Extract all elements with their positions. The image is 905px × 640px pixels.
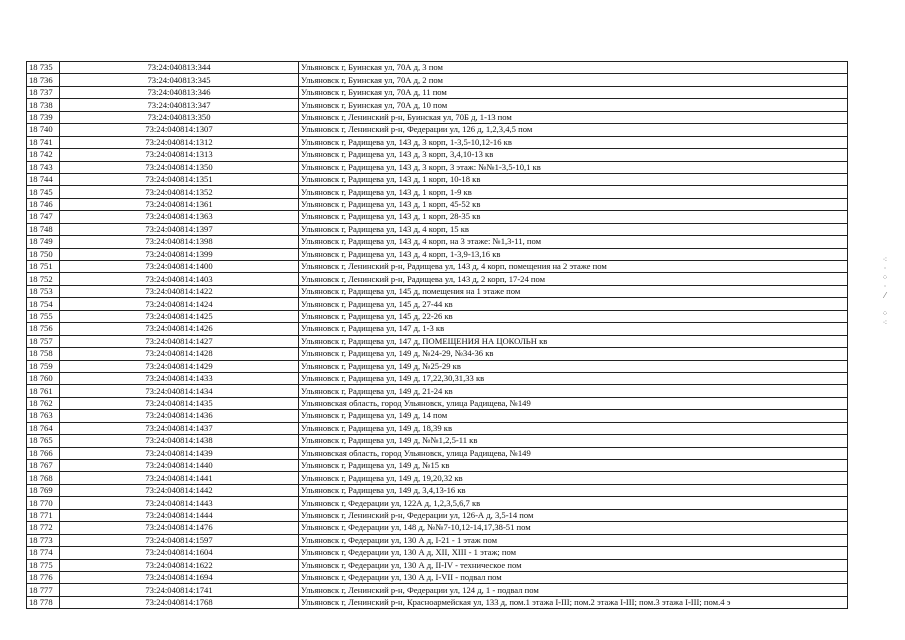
cadastral-number: 73:24:040814:1741 [60,584,299,596]
address: Ульяновск г, Радищева ул, 149 д, 21-24 кв [299,385,848,397]
table-row [27,298,848,310]
cadastral-number: 73:24:040814:1424 [60,298,299,310]
row-number: 18 759 [27,360,60,372]
table-row [27,385,848,397]
row-number: 18 760 [27,372,60,384]
cadastral-number: 73:24:040814:1435 [60,397,299,409]
cadastral-number: 73:24:040814:1434 [60,385,299,397]
table-row [27,584,848,596]
row-number: 18 744 [27,173,60,185]
row-number: 18 770 [27,497,60,509]
address: Ульяновск г, Радищева ул, 149 д, №25-29 кв [299,360,848,372]
cadastral-number: 73:24:040814:1397 [60,223,299,235]
table-row [27,261,848,273]
address: Ульяновск г, Ленинский р-н, Федерации ул, 126-А д, 3,5-14 пом [299,509,848,521]
table-row [27,323,848,335]
cadastral-number: 73:24:040814:1438 [60,435,299,447]
address: Ульяновск г, Радищева ул, 143 д, 1 корп, 10-18 кв [299,173,848,185]
row-number: 18 755 [27,310,60,322]
address: Ульяновск г, Радищева ул, 149 д, 14 пом [299,410,848,422]
table-row [27,435,848,447]
table-row [27,136,848,148]
address: Ульяновская область, город Ульяновск, улица Радищева, №149 [299,447,848,459]
row-number: 18 749 [27,236,60,248]
cadastral-number: 73:24:040814:1694 [60,571,299,583]
row-number: 18 765 [27,435,60,447]
table-row [27,62,848,74]
cadastral-number: 73:24:040813:347 [60,99,299,111]
cadastral-number: 73:24:040814:1350 [60,161,299,173]
row-number: 18 768 [27,472,60,484]
cadastral-number: 73:24:040814:1363 [60,211,299,223]
cadastral-number: 73:24:040814:1476 [60,522,299,534]
row-number: 18 766 [27,447,60,459]
table-row [27,236,848,248]
cadastral-number: 73:24:040814:1352 [60,186,299,198]
row-number: 18 737 [27,86,60,98]
cadastral-number: 73:24:040813:344 [60,62,299,74]
cadastral-number: 73:24:040814:1604 [60,547,299,559]
cadastral-number: 73:24:040814:1597 [60,534,299,546]
cadastral-number: 73:24:040814:1768 [60,596,299,608]
address: Ульяновск г, Радищева ул, 143 д, 1 корп, 1-9 кв [299,186,848,198]
address: Ульяновск г, Радищева ул, 143 д, 3 корп, 3,4,10-13 кв [299,149,848,161]
row-number: 18 756 [27,323,60,335]
cadastral-number: 73:24:040814:1312 [60,136,299,148]
table-row [27,211,848,223]
cadastral-number: 73:24:040814:1433 [60,372,299,384]
cadastral-number: 73:24:040814:1622 [60,559,299,571]
address: Ульяновск г, Радищева ул, 147 д, ПОМЕЩЕНИЯ НА ЦОКОЛЬН кв [299,335,848,347]
cadastral-number: 73:24:040814:1351 [60,173,299,185]
registry-table [26,61,848,609]
row-number: 18 777 [27,584,60,596]
table-row [27,198,848,210]
cadastral-number: 73:24:040814:1398 [60,236,299,248]
cadastral-number: 73:24:040814:1403 [60,273,299,285]
row-number: 18 741 [27,136,60,148]
table-row [27,111,848,123]
address: Ульяновск г, Буинская ул, 70А д, 11 пом [299,86,848,98]
address: Ульяновск г, Радищева ул, 149 д, 3,4,13-16 кв [299,484,848,496]
table-row [27,285,848,297]
stamp-mark: · [883,282,887,291]
address: Ульяновск г, Ленинский р-н, Федерации ул, 126 д, 1,2,3,4,5 пом [299,124,848,136]
stamp-mark: · [883,264,887,273]
row-number: 18 754 [27,298,60,310]
cadastral-number: 73:24:040814:1307 [60,124,299,136]
cadastral-number: 73:24:040813:346 [60,86,299,98]
row-number: 18 778 [27,596,60,608]
row-number: 18 738 [27,99,60,111]
address: Ульяновск г, Ленинский р-н, Радищева ул, 143 д, 2 корп, 17-24 пом [299,273,848,285]
row-number: 18 762 [27,397,60,409]
table-row [27,547,848,559]
row-number: 18 776 [27,571,60,583]
address: Ульяновск г, Ленинский р-н, Радищева ул, 143 д, 4 корп, помещения на 2 этаже пом [299,261,848,273]
row-number: 18 773 [27,534,60,546]
address: Ульяновск г, Ленинский р-н, Красноармейская ул, 133 д, пом.1 этажа I-III; пом.2 этажа I-III; пом.3 этажа I-III; пом.4 э [299,596,848,608]
address: Ульяновск г, Радищева ул, 149 д, 19,20,32 кв [299,472,848,484]
address: Ульяновск г, Ленинский р-н, Буинская ул, 70Б д, 1-13 пом [299,111,848,123]
row-number: 18 761 [27,385,60,397]
table-row [27,484,848,496]
table-row [27,522,848,534]
table-row [27,372,848,384]
cadastral-number: 73:24:040814:1443 [60,497,299,509]
address: Ульяновск г, Радищева ул, 149 д, №15 кв [299,460,848,472]
cadastral-number: 73:24:040814:1436 [60,410,299,422]
table-row [27,273,848,285]
table-row [27,74,848,86]
address: Ульяновск г, Буинская ул, 70А д, 3 пом [299,62,848,74]
cadastral-number: 73:24:040814:1400 [60,261,299,273]
table-row [27,348,848,360]
row-number: 18 757 [27,335,60,347]
table-row [27,460,848,472]
cadastral-number: 73:24:040814:1422 [60,285,299,297]
address: Ульяновск г, Ленинский р-н, Федерации ул, 124 д, 1 - подвал пом [299,584,848,596]
table-row [27,571,848,583]
cadastral-number: 73:24:040813:345 [60,74,299,86]
stamp-mark: ⁄ [884,291,886,300]
row-number: 18 740 [27,124,60,136]
address: Ульяновск г, Федерации ул, 130 А д, I-VII - подвал пом [299,571,848,583]
table-row [27,497,848,509]
address: Ульяновск г, Радищева ул, 143 д, 1 корп, 28-35 кв [299,211,848,223]
row-number: 18 742 [27,149,60,161]
address: Ульяновск г, Радищева ул, 145 д, 27-44 кв [299,298,848,310]
cadastral-number: 73:24:040814:1442 [60,484,299,496]
row-number: 18 774 [27,547,60,559]
cadastral-number: 73:24:040814:1440 [60,460,299,472]
address: Ульяновская область, город Ульяновск, улица Радищева, №149 [299,397,848,409]
row-number: 18 758 [27,348,60,360]
row-number: 18 771 [27,509,60,521]
table-row [27,86,848,98]
margin-stamp-marks [878,255,892,327]
cadastral-number: 73:24:040814:1437 [60,422,299,434]
table-row [27,335,848,347]
cadastral-number: 73:24:040814:1399 [60,248,299,260]
table-row [27,186,848,198]
table-row [27,248,848,260]
row-number: 18 769 [27,484,60,496]
row-number: 18 752 [27,273,60,285]
row-number: 18 748 [27,223,60,235]
stamp-mark [878,300,892,309]
address: Ульяновск г, Радищева ул, 149 д, 18,39 кв [299,422,848,434]
address: Ульяновск г, Буинская ул, 70А д, 10 пом [299,99,848,111]
row-number: 18 763 [27,410,60,422]
table-row [27,161,848,173]
row-number: 18 751 [27,261,60,273]
table-row [27,422,848,434]
address: Ульяновск г, Радищева ул, 145 д, 22-26 кв [299,310,848,322]
address: Ульяновск г, Радищева ул, 147 д, 1-3 кв [299,323,848,335]
registry-rows [27,62,848,609]
row-number: 18 750 [27,248,60,260]
cadastral-number: 73:24:040813:350 [60,111,299,123]
cadastral-number: 73:24:040814:1427 [60,335,299,347]
row-number: 18 772 [27,522,60,534]
row-number: 18 753 [27,285,60,297]
row-number: 18 764 [27,422,60,434]
address: Ульяновск г, Федерации ул, 130 А д, II-IV - техническое пом [299,559,848,571]
address: Ульяновск г, Радищева ул, 143 д, 4 корп, 15 кв [299,223,848,235]
table-row [27,509,848,521]
cadastral-number: 73:24:040814:1439 [60,447,299,459]
stamp-mark: ⁘ [881,273,889,282]
stamp-mark: ⁖ [882,255,888,264]
table-row [27,149,848,161]
address: Ульяновск г, Федерации ул, 122А д, 1,2,3,5,6,7 кв [299,497,848,509]
row-number: 18 746 [27,198,60,210]
row-number: 18 767 [27,460,60,472]
cadastral-number: 73:24:040814:1425 [60,310,299,322]
table-row [27,124,848,136]
table-row [27,534,848,546]
stamp-mark: ⁘ [881,309,889,318]
table-row [27,559,848,571]
address: Ульяновск г, Буинская ул, 70А д, 2 пом [299,74,848,86]
address: Ульяновск г, Федерации ул, 130 А д, I-21 - 1 этаж пом [299,534,848,546]
row-number: 18 739 [27,111,60,123]
table-row [27,360,848,372]
row-number: 18 745 [27,186,60,198]
table-row [27,223,848,235]
row-number: 18 736 [27,74,60,86]
cadastral-number: 73:24:040814:1361 [60,198,299,210]
table-row [27,397,848,409]
stamp-mark: ⁖ [882,318,888,327]
cadastral-number: 73:24:040814:1441 [60,472,299,484]
table-row [27,472,848,484]
table-row [27,99,848,111]
cadastral-number: 73:24:040814:1428 [60,348,299,360]
table-row [27,410,848,422]
address: Ульяновск г, Радищева ул, 149 д, №24-29, №34-36 кв [299,348,848,360]
address: Ульяновск г, Федерации ул, 130 А д, XII, XIII - 1 этаж; пом [299,547,848,559]
address: Ульяновск г, Радищева ул, 149 д, №№1,2,5-11 кв [299,435,848,447]
address: Ульяновск г, Радищева ул, 143 д, 4 корп, 1-3,9-13,16 кв [299,248,848,260]
cadastral-number: 73:24:040814:1429 [60,360,299,372]
address: Ульяновск г, Радищева ул, 149 д, 17,22,30,31,33 кв [299,372,848,384]
row-number: 18 743 [27,161,60,173]
row-number: 18 775 [27,559,60,571]
address: Ульяновск г, Радищева ул, 143 д, 1 корп, 45-52 кв [299,198,848,210]
row-number: 18 735 [27,62,60,74]
cadastral-number: 73:24:040814:1313 [60,149,299,161]
table-row [27,173,848,185]
address: Ульяновск г, Радищева ул, 143 д, 4 корп, на 3 этаже: №1,3-11, пом [299,236,848,248]
address: Ульяновск г, Федерации ул, 148 д, №№7-10,12-14,17,38-51 пом [299,522,848,534]
cadastral-number: 73:24:040814:1426 [60,323,299,335]
address: Ульяновск г, Радищева ул, 143 д, 3 корп, 1-3,5-10,12-16 кв [299,136,848,148]
table-row [27,447,848,459]
cadastral-number: 73:24:040814:1444 [60,509,299,521]
address: Ульяновск г, Радищева ул, 145 д, помещения на 1 этаже пом [299,285,848,297]
table-row [27,596,848,608]
row-number: 18 747 [27,211,60,223]
address: Ульяновск г, Радищева ул, 143 д, 3 корп, 3 этаж: №№1-3,5-10,1 кв [299,161,848,173]
table-row [27,310,848,322]
